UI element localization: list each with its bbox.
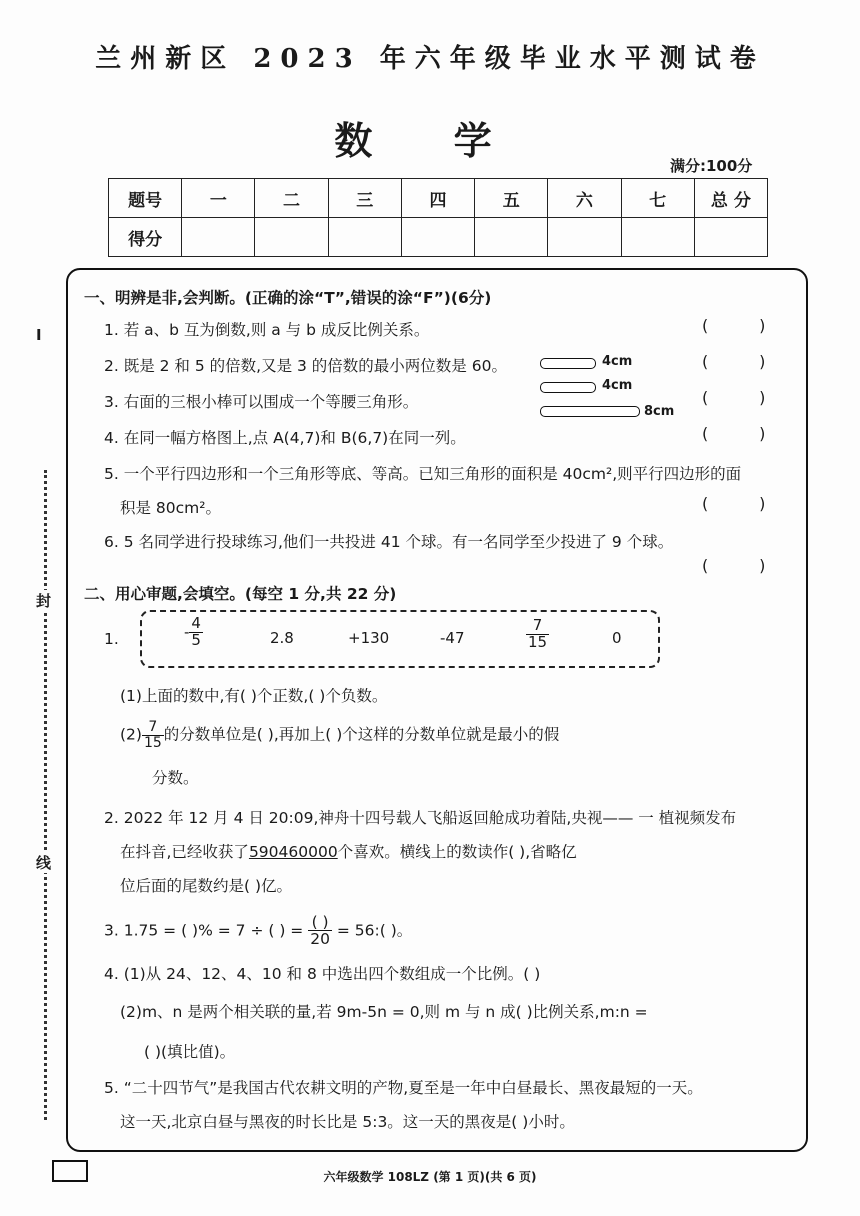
score-table-header-row bbox=[109, 179, 768, 218]
frac-numerator: 7 bbox=[142, 720, 164, 736]
score-cell-1: 一 bbox=[182, 179, 255, 218]
q2-underlined-number: 590460000 bbox=[248, 843, 338, 861]
score-cell-total: 总 分 bbox=[694, 179, 767, 218]
s1-question-5-line1: 5. 一个平行四边形和一个三角形等底、等高。已知三角形的面积是 40cm²,则平行四边形的面 bbox=[104, 465, 742, 483]
number-seven-fifteenths bbox=[526, 618, 549, 651]
part2-text: 的分数单位是( ),再加上( )个这样的分数单位就是最小的假 bbox=[163, 725, 560, 744]
neg-sign: - bbox=[184, 622, 190, 641]
s1-question-3: 3. 右面的三根小棒可以围成一个等腰三角形。 bbox=[104, 393, 419, 411]
frac-denominator: 20 bbox=[310, 930, 330, 949]
page-footer: 六年级数学 108LZ (第 1 页)(共 6 页) bbox=[323, 1170, 537, 1184]
s1-answer-3[interactable]: ( ) bbox=[702, 388, 766, 407]
s2-question-2-line2 bbox=[120, 840, 577, 862]
s1-question-5-line2: 积是 80cm²。 bbox=[120, 499, 221, 517]
score-input-1[interactable] bbox=[182, 218, 255, 257]
s2-q1-label: 1. bbox=[104, 630, 119, 648]
number-box bbox=[140, 610, 660, 668]
number-zero: 0 bbox=[612, 629, 622, 647]
number-plus-130: +130 bbox=[348, 629, 390, 647]
frac-numerator: 4 bbox=[191, 614, 201, 632]
s1-answer-2[interactable]: ( ) bbox=[702, 352, 766, 371]
s1-answer-6[interactable]: ( ) bbox=[702, 556, 766, 575]
frac-denominator: 5 bbox=[191, 630, 201, 649]
s2-question-4-part3: ( )(填比值)。 bbox=[144, 1043, 236, 1061]
part2-label: (2) bbox=[120, 725, 142, 744]
q3-text-post: = 56:( )。 bbox=[331, 921, 413, 940]
score-input-7[interactable] bbox=[621, 218, 694, 257]
s2-question-5-line2: 这一天,北京白昼与黑夜的时长比是 5:3。这一天的黑夜是( )小时。 bbox=[120, 1113, 575, 1131]
side-line-char: 线 bbox=[36, 854, 52, 872]
s2-question-4-part1: 4. (1)从 24、12、4、10 和 8 中选出四个数组成一个比例。( ) bbox=[104, 965, 541, 983]
section2-heading: 二、用心审题,会填空。(每空 1 分,共 22 分) bbox=[84, 585, 397, 603]
score-input-3[interactable] bbox=[328, 218, 401, 257]
side-top-mark: I bbox=[36, 326, 42, 344]
frac-denominator: 15 bbox=[143, 734, 162, 751]
score-input-total[interactable] bbox=[694, 218, 767, 257]
score-input-4[interactable] bbox=[401, 218, 474, 257]
s2-q1-part2-line2: 分数。 bbox=[152, 769, 199, 787]
s1-question-4: 4. 在同一幅方格图上,点 A(4,7)和 B(6,7)在同一列。 bbox=[104, 429, 466, 447]
score-row-label: 得分 bbox=[109, 218, 182, 257]
q3-text-pre: 3. 1.75 = ( )% = 7 ÷ ( ) = bbox=[104, 921, 309, 940]
score-input-5[interactable] bbox=[475, 218, 548, 257]
stick-2-length: 4cm bbox=[602, 378, 633, 393]
s1-question-2: 2. 既是 2 和 5 的倍数,又是 3 的倍数的最小两位数是 60。 bbox=[104, 357, 507, 375]
cut-line bbox=[44, 470, 47, 1120]
q2-text-pre: 在抖音,已经收获了 bbox=[120, 843, 249, 861]
score-cell-2: 二 bbox=[255, 179, 328, 218]
score-cell-6: 六 bbox=[548, 179, 621, 218]
s2-question-3 bbox=[104, 914, 412, 948]
s1-answer-1[interactable]: ( ) bbox=[702, 316, 766, 335]
s2-question-4-part2: (2)m、n 是两个相关联的量,若 9m-5n = 0,则 m 与 n 成( )比例关系,m:n = bbox=[120, 1003, 648, 1021]
stick-2 bbox=[540, 382, 596, 393]
s2-question-2-line1: 2. 2022 年 12 月 4 日 20:09,神舟十四号载人飞船返回舱成功着陆,央视—— 一 植视频发布 bbox=[104, 809, 737, 827]
number-2-8: 2.8 bbox=[270, 629, 294, 647]
full-mark: 满分:100分 bbox=[670, 157, 753, 175]
frac-numerator: 7 bbox=[526, 618, 549, 635]
number-neg-four-fifths bbox=[184, 616, 203, 649]
score-input-2[interactable] bbox=[255, 218, 328, 257]
s1-answer-4[interactable]: ( ) bbox=[702, 424, 766, 443]
side-seal-char: 封 bbox=[36, 592, 52, 610]
q2-text-post: 个喜欢。横线上的数读作( ),省略亿 bbox=[337, 843, 577, 861]
number-minus-47: -47 bbox=[440, 629, 465, 647]
s2-q1-part2 bbox=[120, 720, 559, 750]
score-cell-7: 七 bbox=[621, 179, 694, 218]
score-table-score-row bbox=[109, 218, 768, 257]
s2-question-5-line1: 5. “二十四节气”是我国古代农耕文明的产物,夏至是一年中白昼最长、黑夜最短的一天。 bbox=[104, 1079, 703, 1097]
score-cell-4: 四 bbox=[401, 179, 474, 218]
s2-q1-part1: (1)上面的数中,有( )个正数,( )个负数。 bbox=[120, 687, 388, 705]
stick-3 bbox=[540, 406, 640, 417]
score-cell-3: 三 bbox=[328, 179, 401, 218]
frac-numerator: ( ) bbox=[308, 914, 332, 931]
stick-1 bbox=[540, 358, 596, 369]
score-cell-5: 五 bbox=[475, 179, 548, 218]
s2-question-2-line3: 位后面的尾数约是( )亿。 bbox=[120, 877, 293, 895]
section1-heading: 一、明辨是非,会判断。(正确的涂“T”,错误的涂“F”)(6分) bbox=[84, 289, 492, 307]
stick-3-length: 8cm bbox=[644, 404, 675, 419]
score-cell-label: 题号 bbox=[109, 179, 182, 218]
stick-1-length: 4cm bbox=[602, 354, 633, 369]
s1-question-1: 1. 若 a、b 互为倒数,则 a 与 b 成反比例关系。 bbox=[104, 321, 430, 339]
subject-title: 数 学 bbox=[334, 118, 526, 163]
frac-denominator: 15 bbox=[528, 632, 548, 651]
s1-answer-5[interactable]: ( ) bbox=[702, 494, 766, 513]
score-table bbox=[108, 178, 768, 257]
score-input-6[interactable] bbox=[548, 218, 621, 257]
exam-title: 兰州新区 2023 年六年级毕业水平测试卷 bbox=[95, 44, 765, 74]
s1-question-6: 6. 5 名同学进行投球练习,他们一共投进 41 个球。有一名同学至少投进了 9 个球。 bbox=[104, 533, 674, 551]
